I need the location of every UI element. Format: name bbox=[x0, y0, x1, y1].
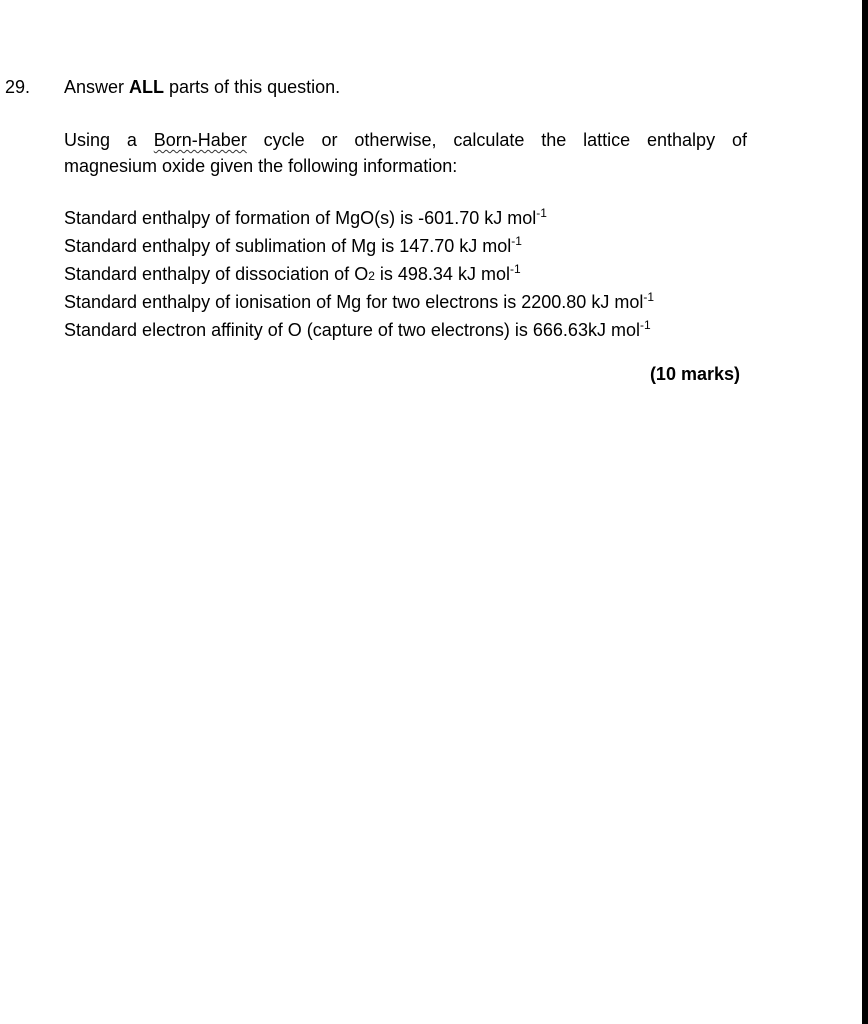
marks-allocation: (10 marks) bbox=[649, 364, 740, 384]
fact-formation bbox=[64, 205, 654, 233]
fact-unit-exponent: -1 bbox=[511, 234, 522, 248]
intro-word: of bbox=[731, 130, 747, 150]
fact-unit-exponent: -1 bbox=[509, 262, 521, 276]
page-edge-border bbox=[862, 0, 868, 1024]
fact-subscript: 2 bbox=[368, 269, 375, 283]
fact-unit-exponent: -1 bbox=[639, 318, 651, 332]
fact-text: Standard electron affinity of O (capture of two electrons) is 666.63kJ mol bbox=[64, 320, 640, 340]
intro-word: enthalpy bbox=[647, 130, 716, 150]
intro-word: the bbox=[541, 130, 567, 150]
fact-text: Standard enthalpy of dissociation of O bbox=[64, 264, 369, 284]
intro-word: lattice bbox=[583, 130, 631, 150]
fact-unit-exponent: -1 bbox=[536, 206, 547, 220]
fact-text: Standard enthalpy of formation of MgO(s) is -601.70 kJ mol bbox=[64, 208, 537, 228]
fact-unit-exponent: -1 bbox=[643, 290, 654, 304]
intro-word: Using bbox=[64, 130, 111, 150]
intro-word: calculate bbox=[453, 130, 525, 150]
fact-text: Standard enthalpy of ionisation of Mg for two electrons is 2200.80 kJ mol bbox=[64, 292, 644, 312]
instruction-emphasis: ALL bbox=[129, 77, 165, 97]
intro-word: a bbox=[126, 130, 137, 150]
intro-word: or bbox=[321, 130, 338, 150]
intro-word-born-haber: Born-Haber bbox=[153, 130, 247, 150]
fact-text: is 498.34 kJ mol bbox=[374, 264, 510, 284]
question-instruction bbox=[64, 76, 340, 98]
instruction-suffix: parts of this question. bbox=[164, 77, 341, 97]
fact-ionisation bbox=[64, 289, 654, 317]
fact-electron-affinity bbox=[64, 317, 654, 345]
intro-word: cycle bbox=[263, 130, 305, 150]
instruction-prefix: Answer bbox=[64, 77, 130, 97]
question-number: 29. bbox=[5, 77, 31, 97]
given-information bbox=[64, 205, 654, 345]
intro-line-2: magnesium oxide given the following information: bbox=[64, 156, 458, 176]
question-intro bbox=[64, 127, 747, 179]
fact-text: Standard enthalpy of sublimation of Mg is 147.70 kJ mol bbox=[64, 236, 512, 256]
fact-sublimation bbox=[64, 233, 654, 261]
intro-line-1 bbox=[64, 127, 747, 153]
intro-word: otherwise, bbox=[354, 130, 437, 150]
fact-dissociation bbox=[64, 261, 654, 289]
